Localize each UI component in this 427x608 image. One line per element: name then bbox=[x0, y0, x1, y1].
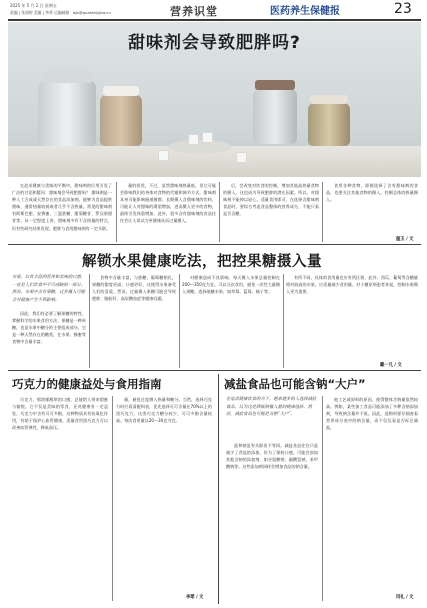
column-divider bbox=[179, 274, 180, 368]
article2-column-3: 对健康造成不良影响。每天摄入水果总量控制在200～350克为宜。可以分次食用，避免一次性大量摄入果糖。选择低糖水果，如草莓、蓝莓、柚子等。 bbox=[182, 275, 280, 295]
article1-column-2: 量的担忧。不过，虽然甜味剂热量低，但它可能会影响我们的身体对食物的代谢和调节方式。甜味剂本身可能影响肠道菌群；长期摄入含甜味剂的饮料，可能让人对甜味的渴望增加，进而摄入更多的食物，最终引发体重增加。此外，很多含有甜味剂的食品往往会让人误以为更健康从而过量摄入。 bbox=[120, 183, 216, 224]
column-divider bbox=[322, 182, 323, 242]
article3-column-2: 量，避免过度摄入热量和糖分。当然，选择巧克力时应看清配料表，优先选择可可含量在70%以上的黑巧克力，这类巧克力糖分较少，可可多酚含量较高。每次食用量以20～30克为宜。 bbox=[116, 397, 212, 424]
column-divider bbox=[322, 396, 323, 601]
sugar-cube bbox=[236, 152, 247, 163]
glass-jar-illustration bbox=[253, 88, 297, 144]
column-divider bbox=[112, 396, 113, 601]
article2-column-2: 食物中含量丰富，与蔗糖、葡萄糖相比，果糖的甜度更高，口感更好，这使得水果备受人们的喜爱。然而，过量摄入果糖可能会导致肥胖、脂肪肝、高尿酸血症等健康问题。 bbox=[92, 275, 176, 302]
article4-author: 闫礼 / 文 bbox=[396, 595, 414, 600]
section-divider bbox=[8, 370, 421, 371]
article1-title: 甜味剂会导致肥胖吗? bbox=[128, 33, 301, 53]
article4-column-1: 盐和钠虽有关联但不等同。减盐食品往往只是减少了食盐的添加，但为了保持口感，可能会添加其他含钠的添加剂，如谷氨酸钠、碳酸氢钠、苯甲酸钠等。这些添加剂同样会增加食品的钠含量。 bbox=[226, 443, 318, 470]
editor-info: 责编 | 张闻婷 美编 | 李勇 运编邮箱：bjb@quanfeiyjkw.cn bbox=[10, 10, 111, 15]
article2-author: 戴一凡 / 文 bbox=[380, 363, 402, 368]
section-divider bbox=[218, 374, 219, 604]
article1-column-4: 食用各种食物，即便选择了含有甜味剂的食品，也要关注其他食物的摄入，控制总体的热量摄入。 bbox=[326, 183, 418, 203]
article4-lead: 在追求健康饮食的当下，越来越多的人选择减盐食品，认为这是降低钠摄入量的健康选择。然而，减盐食品也可能是含钠“大户”。 bbox=[226, 397, 317, 418]
article2-column-1: 因此，我们有必要了解果糖的特性，掌握科学的水果食用方法。果糖是一种单糖，也是水果中糖分的主要组成部分。它是一种天然存在的糖类，在水果、蜂蜜等食物中含量丰富。 bbox=[12, 311, 86, 345]
article3-title: 巧克力的健康益处与食用指南 bbox=[12, 377, 162, 391]
section-title: 营养识堂 bbox=[170, 5, 218, 18]
masthead-logo: 医药养生保健报 bbox=[270, 6, 340, 17]
sugar-jar-illustration bbox=[100, 94, 142, 146]
article4-column-2: 他工艺或原料的原因，使得整体含钠量依然较高。例如，某些加工食品可能添加了多种含钠添加剂，导致钠含量并不低。因此，选购时要仔细查看营养成分表中的钠含量，而不仅仅看是否标注减盐。 bbox=[326, 397, 418, 431]
article3-author: 李珺 / 文 bbox=[186, 595, 204, 600]
issue-date: 2025 年 5 月 2 日 星期五 bbox=[10, 3, 57, 8]
header-divider bbox=[8, 19, 421, 21]
hero-image bbox=[8, 22, 421, 177]
glass-jar-illustration bbox=[38, 80, 96, 146]
column-divider bbox=[89, 274, 90, 368]
honey-jar-illustration bbox=[308, 102, 350, 146]
column-divider bbox=[219, 182, 220, 242]
section-divider bbox=[8, 244, 421, 245]
sugar-cube bbox=[188, 134, 199, 145]
column-divider bbox=[116, 182, 117, 242]
article2-column-4: 有所不同，具体的食用量也应有所区别。此外，西瓜、葡萄等含糖量相对较高的水果，应适量减少食用量。对于糖尿病患者来说，控制水果摄入更为重要。 bbox=[286, 275, 418, 295]
article1-author: 温玉 / 文 bbox=[396, 237, 414, 242]
article1-column-3: 后，会改变对饮食的控制，增加其他高热量食物的摄入。这也成为导致肥胖的潜在因素。所以，对甜味剂不能掉以轻心，适量食用即可。在选择含甜味剂食品时，要综合考虑食品整体的营养成分，不能只看是否含糖。 bbox=[223, 183, 319, 217]
article3-column-1: 巧克力，那浓郁醇厚的口感，总能给人带来甜蜜与愉悦。它不仅是美味的零食，还对健康有一定益处。巧克力中含有可可多酚，这种物质具有抗氧化作用，有助于保护心血管健康。适量食用黑巧克力可以改善血管弹性，降低血压。 bbox=[12, 397, 108, 431]
article4-title: 减盐食品也可能含钠“大户” bbox=[224, 377, 366, 391]
sugar-cube bbox=[158, 150, 169, 161]
sugar-cube bbox=[202, 132, 213, 143]
column-divider bbox=[283, 274, 284, 368]
page-number: 23 bbox=[394, 1, 412, 17]
article2-title: 解锁水果健康吃法，把控果糖摄入量 bbox=[82, 254, 322, 270]
article2-lead: 水果，以其丰富的营养和美味的口感，一直是人们饮食中不可或缺的一部分。然而，水果中含有果糖，过多摄入可能会对健康产生不利影响。 bbox=[12, 275, 86, 303]
spoon-illustration bbox=[168, 140, 232, 154]
article1-column-1: 在追求健康与美味的平衡中，甜味剂的应用引发了广泛的讨论和疑问：甜味剂会导致肥胖吗？ 甜味剂是一种人工合成或天然存在的食品添加剂，能够为食品提供甜味，通常热量较低或者几乎不含热量。常见的甜味剂有阿斯巴甜、安赛蜜、三氯蔗糖、甜菊糖苷、罗汉果甜苷等。从一定程度上讲，甜味剂多有不含热量的特点，但有些研究结果发现，肥胖与食用甜味剂有一定关联。 bbox=[12, 183, 112, 231]
